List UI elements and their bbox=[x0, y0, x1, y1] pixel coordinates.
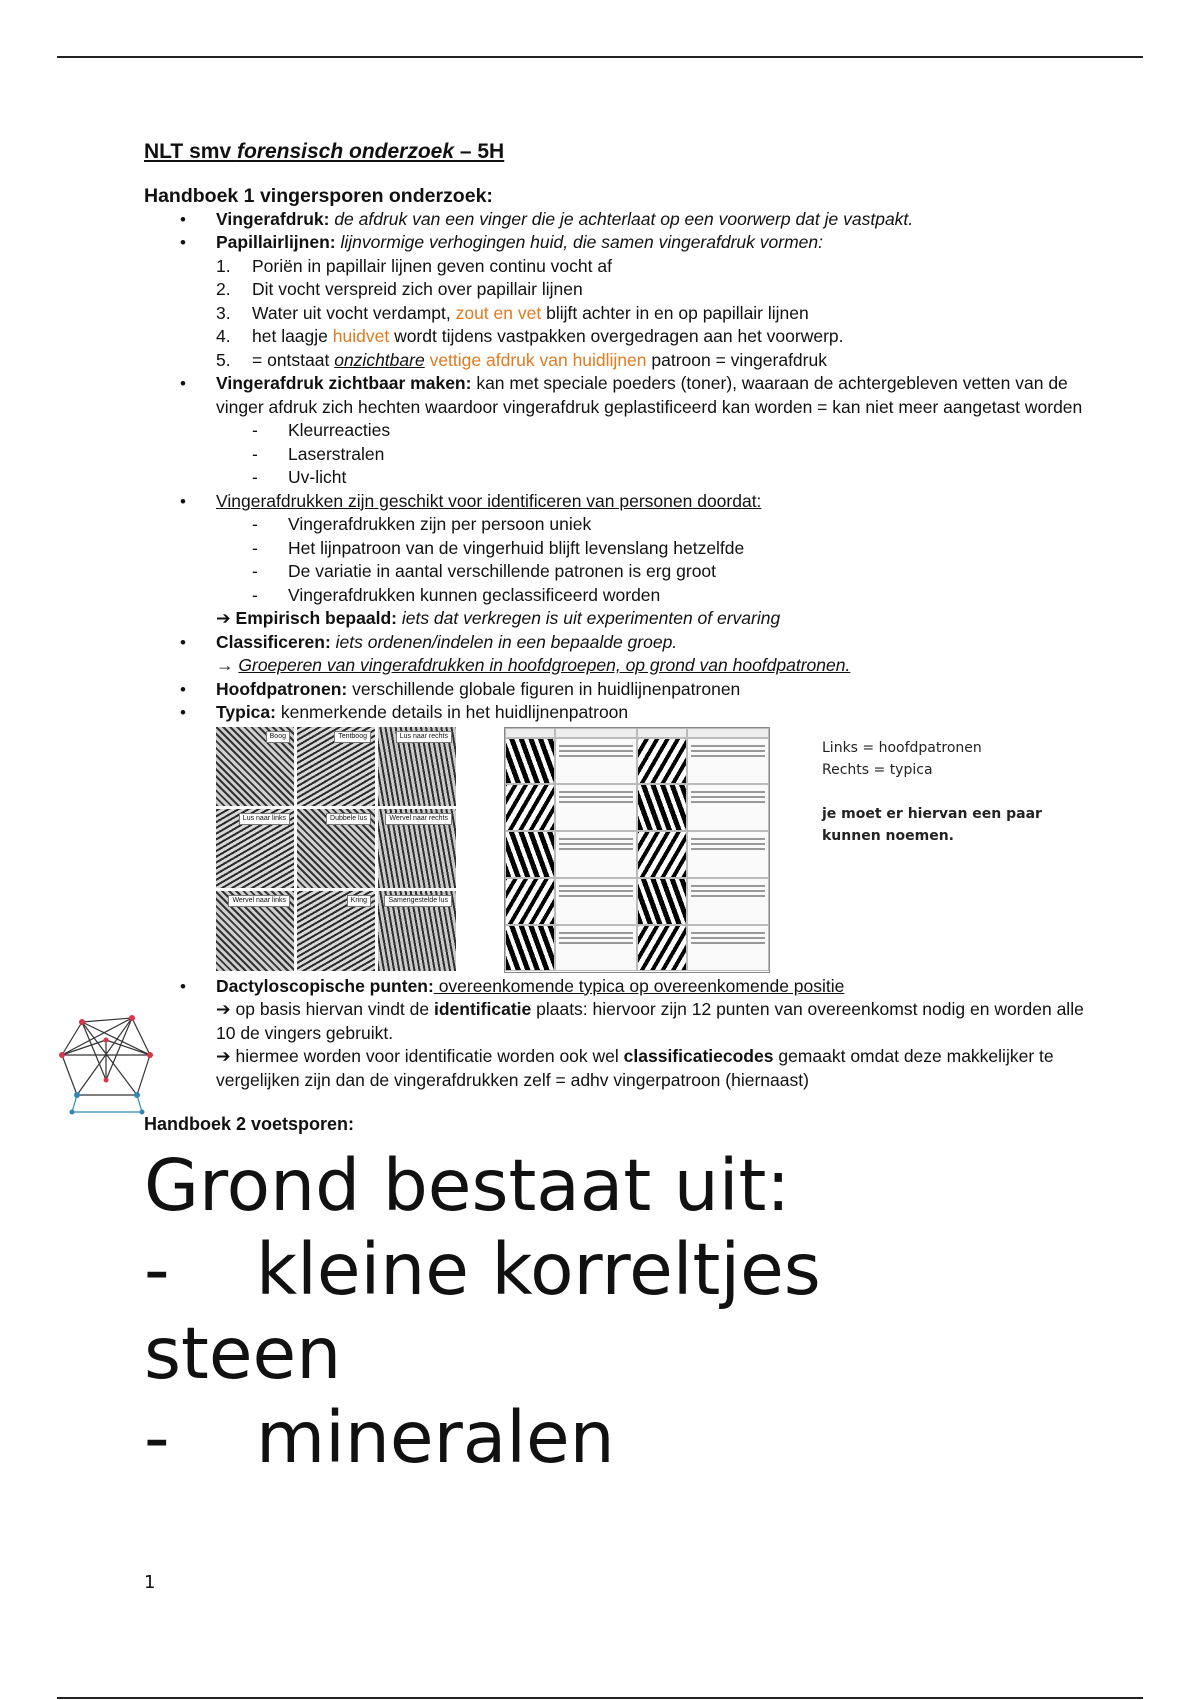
typica-pattern bbox=[505, 738, 555, 785]
fingerprint-label: Tentboog bbox=[334, 731, 371, 743]
typica-pattern bbox=[637, 784, 687, 831]
page-title: NLT smv forensisch onderzoek – 5H bbox=[144, 140, 505, 163]
fingerprint-label: Wervel naar links bbox=[228, 895, 290, 907]
method-item: - Laserstralen bbox=[144, 443, 1104, 467]
bottom-rule bbox=[57, 1697, 1143, 1699]
fingerprint-label: Wervel naar rechts bbox=[385, 813, 452, 825]
item-classificeren: • Classificeren: iets ordenen/indelen in een bepaalde groep. bbox=[144, 631, 1104, 655]
table-header-cell bbox=[687, 728, 769, 738]
basis-line: ➔ op basis hiervan vindt de identificatie plaats: hiervoor zijn 12 punten van overeenkomst nodig en worden alle 10 de vingers gebruikt. bbox=[216, 999, 1084, 1043]
side-note bbox=[822, 737, 1102, 847]
fingerprint-tile bbox=[378, 891, 456, 970]
item-vingerafdruk: • Vingerafdruk: de afdruk van een vinger die je achterlaat op een voorwerp dat je vastpakt. bbox=[144, 208, 1104, 232]
section2-heading: Handboek 2 voetsporen: bbox=[144, 1114, 355, 1134]
fingerprint-label: Samengestelde lus bbox=[384, 895, 452, 907]
typica-pattern bbox=[637, 738, 687, 785]
typica-desc bbox=[555, 738, 637, 785]
typica-desc bbox=[555, 831, 637, 878]
big-text-block bbox=[144, 1144, 1104, 1480]
method-item: - Kleurreacties bbox=[144, 419, 1104, 443]
page-number: 1 bbox=[144, 1572, 156, 1593]
reason-item: - Vingerafdrukken kunnen geclassificeerd worden bbox=[144, 584, 1104, 608]
typica-pattern bbox=[637, 925, 687, 972]
typica-pattern bbox=[637, 878, 687, 925]
item-papillairlijnen: • Papillairlijnen: lijnvormige verhogingen huid, die samen vingerafdruk vormen: bbox=[144, 231, 1104, 255]
page-content bbox=[144, 140, 1104, 1480]
fingerprint-tile bbox=[216, 727, 294, 806]
side-note-line: Links = hoofdpatronen bbox=[822, 739, 982, 756]
fingerprint-tile bbox=[378, 727, 456, 806]
empirisch-line: ➔ Empirisch bepaald: iets dat verkregen is uit experimenten of ervaring bbox=[216, 608, 781, 628]
step-5: 5. = ontstaat onzichtbare vettige afdruk van huidlijnen patroon = vingerafdruk bbox=[216, 349, 827, 370]
fingerprint-tile bbox=[216, 891, 294, 970]
step-3: 3. Water uit vocht verdampt, zout en vet blijft achter in en op papillair lijnen bbox=[216, 302, 809, 323]
typica-desc bbox=[687, 784, 769, 831]
typica-desc bbox=[687, 831, 769, 878]
method-item: - Uv-licht bbox=[144, 466, 1104, 490]
fingerprint-label: Boog bbox=[266, 731, 290, 743]
typica-desc bbox=[555, 925, 637, 972]
table-header-cell bbox=[555, 728, 637, 738]
step-1: 1. Poriën in papillair lijnen geven continu vocht af bbox=[216, 255, 612, 276]
fingerprint-label: Lus naar rechts bbox=[396, 731, 452, 743]
step-4: 4. het laagje huidvet wordt tijdens vastpakken overgedragen aan het voorwerp. bbox=[216, 326, 844, 346]
typica-desc bbox=[687, 925, 769, 972]
typica-pattern bbox=[637, 831, 687, 878]
typica-pattern bbox=[505, 925, 555, 972]
reason-item: - De variatie in aantal verschillende patronen is erg groot bbox=[144, 560, 1104, 584]
typica-pattern bbox=[505, 784, 555, 831]
section1-heading: Handboek 1 vingersporen onderzoek: bbox=[144, 184, 493, 207]
fingerprint-tile bbox=[378, 809, 456, 888]
typica-pattern bbox=[505, 831, 555, 878]
fingerprint-tile bbox=[297, 727, 375, 806]
figure-row bbox=[144, 727, 1104, 975]
big-line: steen bbox=[144, 1312, 342, 1395]
fingerprint-tile bbox=[297, 809, 375, 888]
item-dactyloscopische-punten: • Dactyloscopische punten: overeenkomende typica op overeenkomende positie bbox=[144, 975, 1104, 999]
fingerprint-label: Kring bbox=[347, 895, 371, 907]
typica-desc bbox=[555, 784, 637, 831]
network-diagram-icon bbox=[52, 1000, 158, 1118]
side-note-bold: je moet er hiervan een paar kunnen noemen. bbox=[822, 805, 1042, 844]
hiermee-line: ➔ hiermee worden voor identificatie worden ook wel classificatiecodes gemaakt omdat deze makkelijker te vergelijken zijn dan de vingerafdrukken zelf = adhv vingerpatroon (hiernaast) bbox=[216, 1046, 1054, 1090]
side-note-line: Rechts = typica bbox=[822, 761, 933, 778]
table-header-cell bbox=[505, 728, 555, 738]
hoofdpatronen-image bbox=[216, 727, 456, 971]
typica-image bbox=[504, 727, 770, 973]
step-2: 2. Dit vocht verspreid zich over papillair lijnen bbox=[216, 279, 583, 299]
reason-item: - Het lijnpatroon van de vingerhuid blijft levenslang hetzelfde bbox=[144, 537, 1104, 561]
typica-desc bbox=[555, 878, 637, 925]
item-zichtbaar-maken: • Vingerafdruk zichtbaar maken: kan met speciale poeders (toner), waaraan de achtergebleven vetten van de vinger afdruk zich hechten waardoor vingerafdruk geplastificeerd kan worden = kan niet meer aangetast worden bbox=[144, 372, 1104, 419]
classificeren-sub: → Groeperen van vingerafdrukken in hoofdgroepen, op grond van hoofdpatronen. bbox=[216, 655, 851, 675]
fingerprint-label: Lus naar links bbox=[239, 813, 290, 825]
reason-item: - Vingerafdrukken zijn per persoon uniek bbox=[144, 513, 1104, 537]
fingerprint-label: Dubbele lus bbox=[326, 813, 371, 825]
big-item: - kleine korreltjes bbox=[144, 1228, 821, 1311]
table-header-cell bbox=[637, 728, 687, 738]
fingerprint-tile bbox=[216, 809, 294, 888]
fingerprint-tile bbox=[297, 891, 375, 970]
typica-desc bbox=[687, 878, 769, 925]
item-typica: • Typica: kenmerkende details in het huidlijnenpatroon bbox=[144, 701, 1104, 725]
item-geschikt: • Vingerafdrukken zijn geschikt voor identificeren van personen doordat: bbox=[144, 490, 1104, 514]
big-line: Grond bestaat uit: bbox=[144, 1144, 791, 1227]
typica-desc bbox=[687, 738, 769, 785]
typica-pattern bbox=[505, 878, 555, 925]
top-rule bbox=[57, 56, 1143, 58]
item-hoofdpatronen: • Hoofdpatronen: verschillende globale figuren in huidlijnenpatronen bbox=[144, 678, 1104, 702]
big-item: - mineralen bbox=[144, 1396, 615, 1479]
